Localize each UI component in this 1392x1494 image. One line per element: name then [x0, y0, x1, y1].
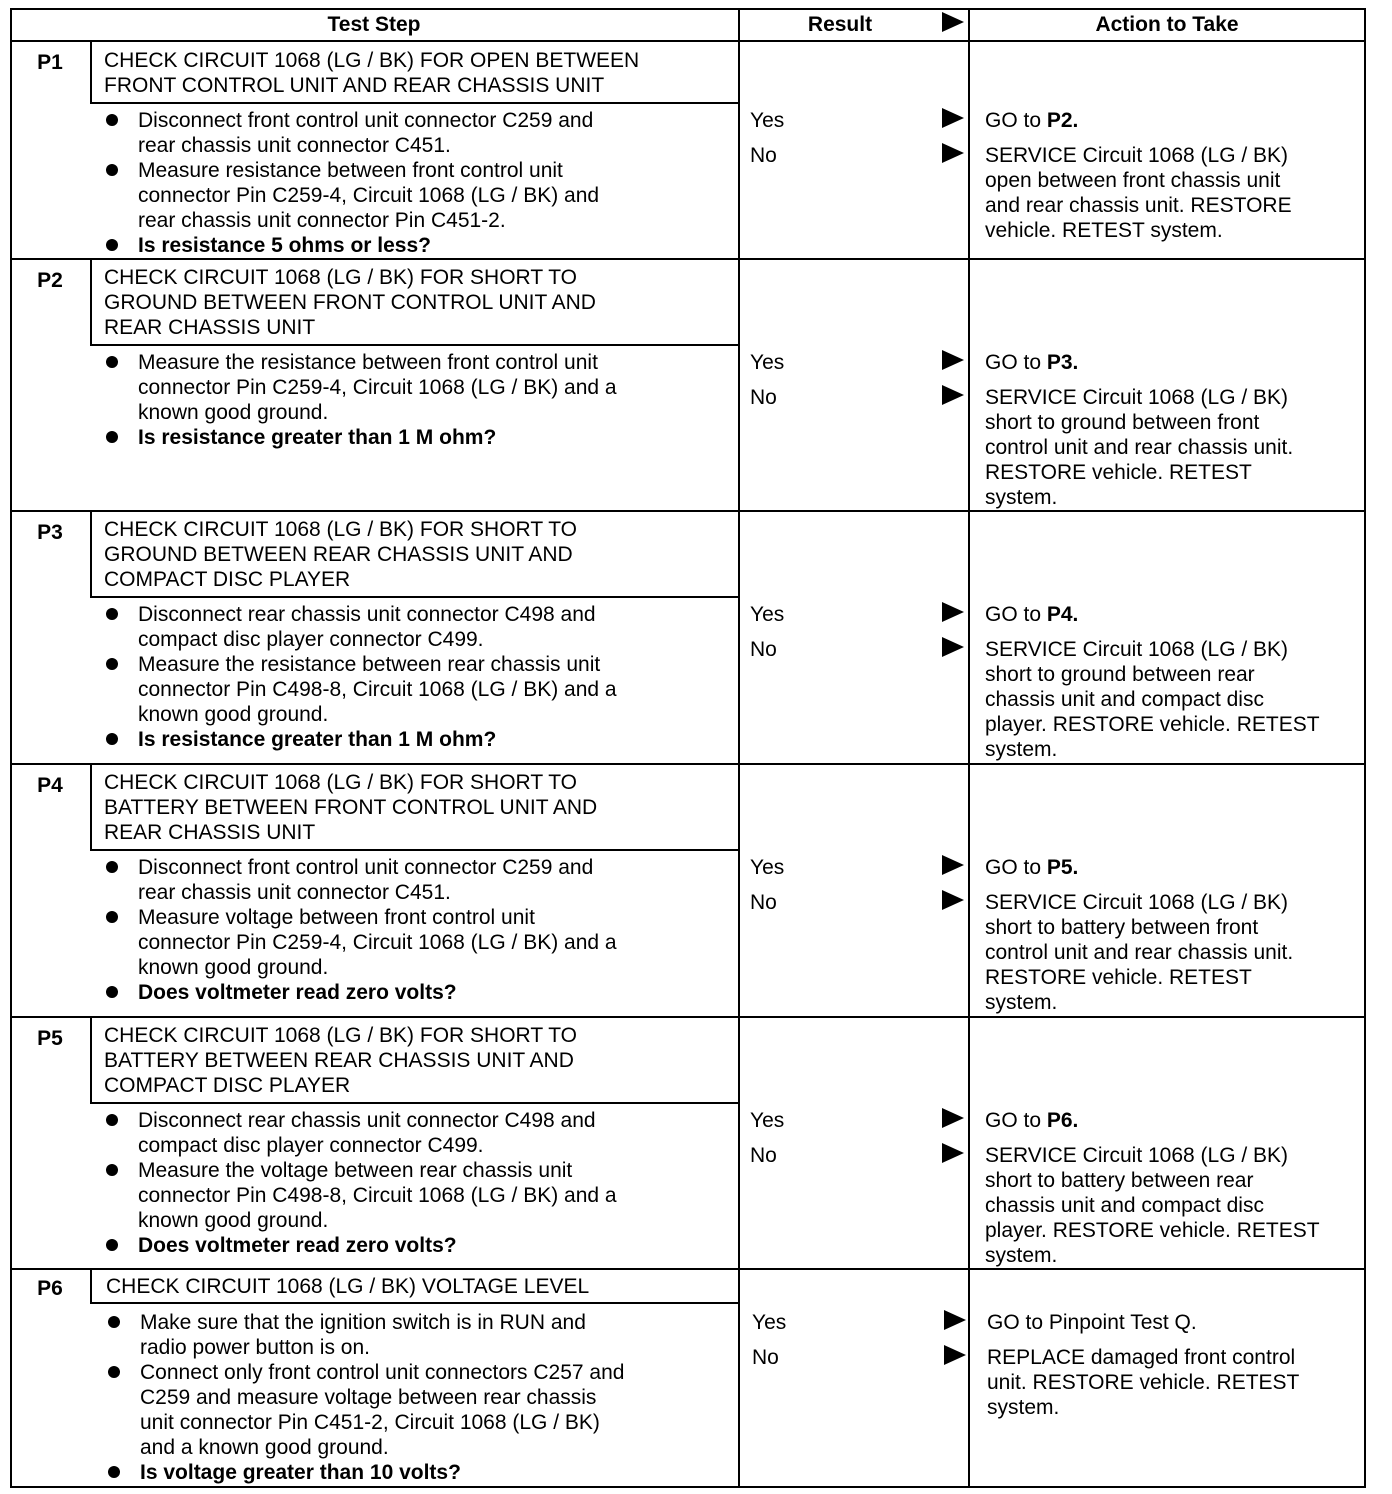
result-yes: Yes — [750, 603, 785, 626]
step-title-divider — [90, 1102, 738, 1104]
step-id-divider — [90, 258, 92, 346]
instruction-item: Measure the resistance between rear chassis unit connector Pin C498-8, Circuit 1068 (LG / BK) and a known good ground. — [106, 652, 617, 727]
no-arrow-icon — [942, 143, 964, 163]
result-no: No — [750, 891, 777, 914]
result-no: No — [752, 1346, 779, 1369]
no-action: SERVICE Circuit 1068 (LG / BK) short to battery between rear chassis unit and compact disc player. RESTORE vehicle. RETEST system. — [985, 1144, 1320, 1267]
yes-action-prefix: GO to — [985, 1109, 1047, 1132]
yes-arrow-icon — [942, 602, 964, 622]
step-question: Is voltage greater than 10 volts? — [108, 1460, 624, 1485]
step-divider — [10, 1016, 1366, 1018]
result-options — [750, 1108, 784, 1178]
no-action: SERVICE Circuit 1068 (LG / BK) short to ground between rear chassis unit and compact disc player. RESTORE vehicle. RETEST system. — [985, 638, 1320, 761]
no-arrow-icon — [944, 1345, 966, 1365]
instruction-item: Connect only front control unit connectors C257 and C259 and measure voltage between rear chassis unit connector Pin C451-2, Circuit 1068 (LG / BK) and a known good ground. — [108, 1360, 624, 1460]
step-id: P6 — [37, 1277, 63, 1300]
step-instructions — [106, 1108, 617, 1258]
instruction-item: Measure resistance between front control unit connector Pin C259-4, Circuit 1068 (LG / BK) and rear chassis unit connector Pin C451-2. — [106, 158, 599, 233]
yes-arrow-icon — [942, 1108, 964, 1128]
instruction-item: Measure voltage between front control unit connector Pin C259-4, Circuit 1068 (LG / BK) and a known good ground. — [106, 905, 617, 980]
header-divider — [10, 40, 1366, 42]
header-result-arrow-icon — [942, 12, 964, 32]
header-result: Result — [807, 13, 873, 36]
step-divider — [10, 1268, 1366, 1270]
table-top-border — [10, 8, 1366, 10]
step-id: P2 — [37, 269, 63, 292]
step-title: CHECK CIRCUIT 1068 (LG / BK) FOR SHORT TO BATTERY BETWEEN FRONT CONTROL UNIT AND REAR CHASSIS UNIT — [104, 771, 598, 844]
result-no: No — [750, 638, 777, 661]
step-id: P1 — [37, 51, 63, 74]
result-no: No — [750, 386, 777, 409]
step-title: CHECK CIRCUIT 1068 (LG / BK) FOR SHORT TO BATTERY BETWEEN REAR CHASSIS UNIT AND COMPACT DISC PLAYER — [104, 1024, 578, 1097]
step-title-divider — [90, 344, 738, 346]
step-id: P3 — [37, 521, 63, 544]
result-yes: Yes — [750, 351, 785, 374]
step-instructions — [106, 108, 599, 258]
result-options — [750, 855, 784, 925]
step-title-divider — [90, 102, 738, 104]
step-actions — [985, 108, 1365, 243]
yes-arrow-icon — [942, 350, 964, 370]
step-question: Does voltmeter read zero volts? — [106, 1233, 617, 1258]
result-options — [752, 1310, 786, 1380]
yes-action-target: P3. — [1046, 351, 1079, 374]
yes-action-target: P6. — [1046, 1109, 1079, 1132]
no-arrow-icon — [942, 890, 964, 910]
table-bottom-border — [10, 1486, 1366, 1488]
yes-action — [985, 108, 1365, 143]
no-action: REPLACE damaged front control unit. RESTORE vehicle. RETEST system. — [987, 1346, 1300, 1419]
step-title-divider — [90, 1302, 738, 1304]
yes-action-prefix: GO to — [985, 856, 1047, 879]
yes-action — [987, 1310, 1367, 1345]
step-divider — [10, 258, 1366, 260]
instruction-item: Measure the voltage between rear chassis unit connector Pin C498-8, Circuit 1068 (LG / BK) and a known good ground. — [106, 1158, 617, 1233]
yes-action-target: P5. — [1046, 856, 1079, 879]
no-arrow-icon — [942, 1143, 964, 1163]
result-no: No — [750, 1144, 777, 1167]
table-left-border — [10, 8, 12, 1488]
step-title-divider — [90, 596, 738, 598]
yes-action — [985, 602, 1365, 637]
step-id: P4 — [37, 774, 63, 797]
no-action: SERVICE Circuit 1068 (LG / BK) short to battery between front control unit and rear chassis unit. RESTORE vehicle. RETEST system. — [985, 891, 1294, 1014]
step-id-divider — [90, 40, 92, 104]
yes-action — [985, 855, 1365, 890]
step-actions — [985, 602, 1365, 762]
step-instructions — [108, 1310, 624, 1485]
instruction-item: Make sure that the ignition switch is in RUN and radio power button is on. — [108, 1310, 624, 1360]
step-title: CHECK CIRCUIT 1068 (LG / BK) FOR SHORT TO GROUND BETWEEN REAR CHASSIS UNIT AND COMPACT DISC PLAYER — [104, 518, 578, 591]
header-test-step: Test Step — [327, 13, 421, 36]
yes-action-prefix: GO to — [985, 351, 1047, 374]
pinpoint-test-table — [10, 8, 1378, 1492]
no-arrow-icon — [942, 385, 964, 405]
result-yes: Yes — [750, 1109, 785, 1132]
step-id-divider — [90, 510, 92, 598]
step-question: Is resistance greater than 1 M ohm? — [106, 425, 617, 450]
instruction-item: Disconnect front control unit connector C259 and rear chassis unit connector C451. — [106, 855, 617, 905]
yes-action-prefix: GO to Pinpoint Test Q. — [987, 1311, 1197, 1334]
yes-arrow-icon — [942, 855, 964, 875]
yes-action-target: P2. — [1046, 109, 1079, 132]
step-question: Does voltmeter read zero volts? — [106, 980, 617, 1005]
header-action: Action to Take — [1095, 13, 1239, 36]
result-yes: Yes — [750, 856, 785, 879]
step-question: Is resistance 5 ohms or less? — [106, 233, 599, 258]
step-divider — [10, 763, 1366, 765]
step-actions — [985, 1108, 1365, 1268]
step-instructions — [106, 350, 617, 450]
instruction-item: Disconnect rear chassis unit connector C498 and compact disc player connector C499. — [106, 602, 617, 652]
instruction-item: Disconnect rear chassis unit connector C498 and compact disc player connector C499. — [106, 1108, 617, 1158]
step-id: P5 — [37, 1027, 63, 1050]
result-options — [750, 602, 784, 672]
yes-action-prefix: GO to — [985, 109, 1047, 132]
yes-action-prefix: GO to — [985, 603, 1047, 626]
step-actions — [987, 1310, 1367, 1420]
no-action: SERVICE Circuit 1068 (LG / BK) open between front chassis unit and rear chassis unit. RESTORE vehicle. RETEST system. — [985, 144, 1292, 242]
step-id-divider — [90, 1016, 92, 1104]
result-options — [750, 350, 784, 420]
result-column-divider — [738, 8, 740, 1488]
no-action: SERVICE Circuit 1068 (LG / BK) short to ground between front control unit and rear chassis unit. RESTORE vehicle. RETEST system. — [985, 386, 1294, 509]
step-divider — [10, 510, 1366, 512]
instruction-item: Measure the resistance between front control unit connector Pin C259-4, Circuit 1068 (LG / BK) and a known good ground. — [106, 350, 617, 425]
step-actions — [985, 350, 1365, 510]
step-title: CHECK CIRCUIT 1068 (LG / BK) FOR SHORT TO GROUND BETWEEN FRONT CONTROL UNIT AND REAR CHASSIS UNIT — [104, 266, 596, 339]
result-yes: Yes — [750, 109, 785, 132]
result-yes: Yes — [752, 1311, 787, 1334]
step-question: Is resistance greater than 1 M ohm? — [106, 727, 617, 752]
step-instructions — [106, 602, 617, 752]
yes-action-target: P4. — [1046, 603, 1079, 626]
step-title: CHECK CIRCUIT 1068 (LG / BK) FOR OPEN BETWEEN FRONT CONTROL UNIT AND REAR CHASSIS UNIT — [104, 49, 640, 97]
step-id-divider — [90, 763, 92, 851]
instruction-item: Disconnect front control unit connector C259 and rear chassis unit connector C451. — [106, 108, 599, 158]
yes-action — [985, 350, 1365, 385]
step-title: CHECK CIRCUIT 1068 (LG / BK) VOLTAGE LEVEL — [106, 1275, 590, 1298]
step-actions — [985, 855, 1365, 1015]
action-column-divider — [968, 8, 970, 1488]
step-id-divider — [90, 1268, 92, 1304]
yes-action — [985, 1108, 1365, 1143]
result-no: No — [750, 144, 777, 167]
step-instructions — [106, 855, 617, 1005]
result-options — [750, 108, 784, 178]
yes-arrow-icon — [944, 1310, 966, 1330]
step-title-divider — [90, 849, 738, 851]
yes-arrow-icon — [942, 108, 964, 128]
no-arrow-icon — [942, 637, 964, 657]
